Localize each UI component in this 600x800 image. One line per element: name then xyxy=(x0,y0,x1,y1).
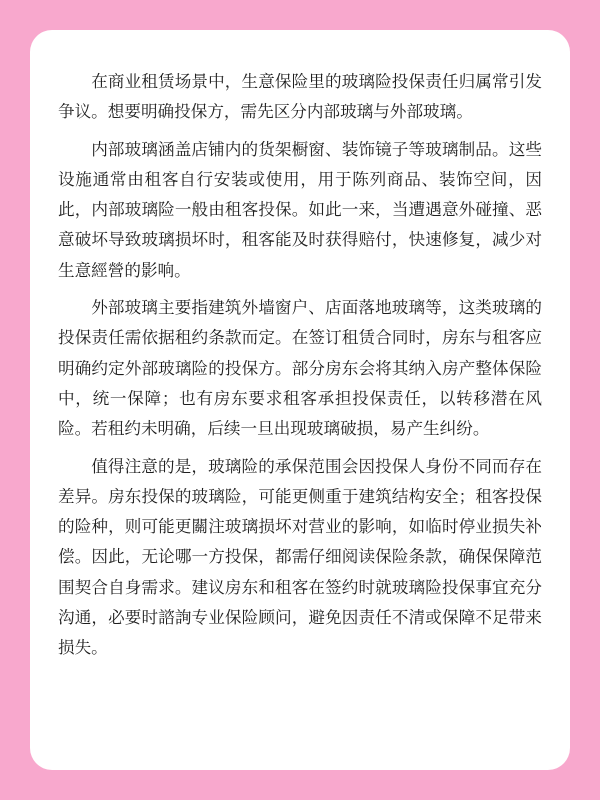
paragraph-external-glass: 外部玻璃主要指建筑外墙窗户、店面落地玻璃等，这类玻璃的投保责任需依据租约条款而定。在签订租赁合同时，房东与租客应明确约定外部玻璃险的投保方。部分房东会将其纳入房产整体保险中，统一保障；也有房东要求租客承担投保责任，以转移潜在风险。若租约未明确，后续一旦出现玻璃破损，易产生纠纷。 xyxy=(58,298,542,439)
paragraph-notes: 值得注意的是，玻璃险的承保范围会因投保人身份不同而存在差异。房东投保的玻璃险，可能更侧重于建筑结构安全；租客投保的险种，则可能更關注玻璃损坏对营业的影响，如临时停业损失补偿。因此，无论哪一方投保，都需仔细阅读保险条款，确保保障范围契合自身需求。建议房东和租客在签约时就玻璃险投保事宜充分沟通，必要时諮詢专业保险顾问，避免因责任不清或保障不足带来损失。 xyxy=(58,456,542,658)
paragraph-intro: 在商业租赁场景中，生意保险里的玻璃险投保责任归属常引发争议。想要明确投保方，需先区分内部玻璃与外部玻璃。 xyxy=(58,72,542,122)
article-card xyxy=(30,30,570,770)
paragraph-internal-glass: 内部玻璃涵盖店铺内的货架橱窗、装饰镜子等玻璃制品。这些设施通常由租客自行安装或使用，用于陈列商品、装饰空间，因此，内部玻璃险一般由租客投保。如此一来，当遭遇意外碰撞、恶意破坏导致玻璃损坏时，租客能及时获得赔付，快速修复，减少对生意經營的影响。 xyxy=(58,139,542,280)
